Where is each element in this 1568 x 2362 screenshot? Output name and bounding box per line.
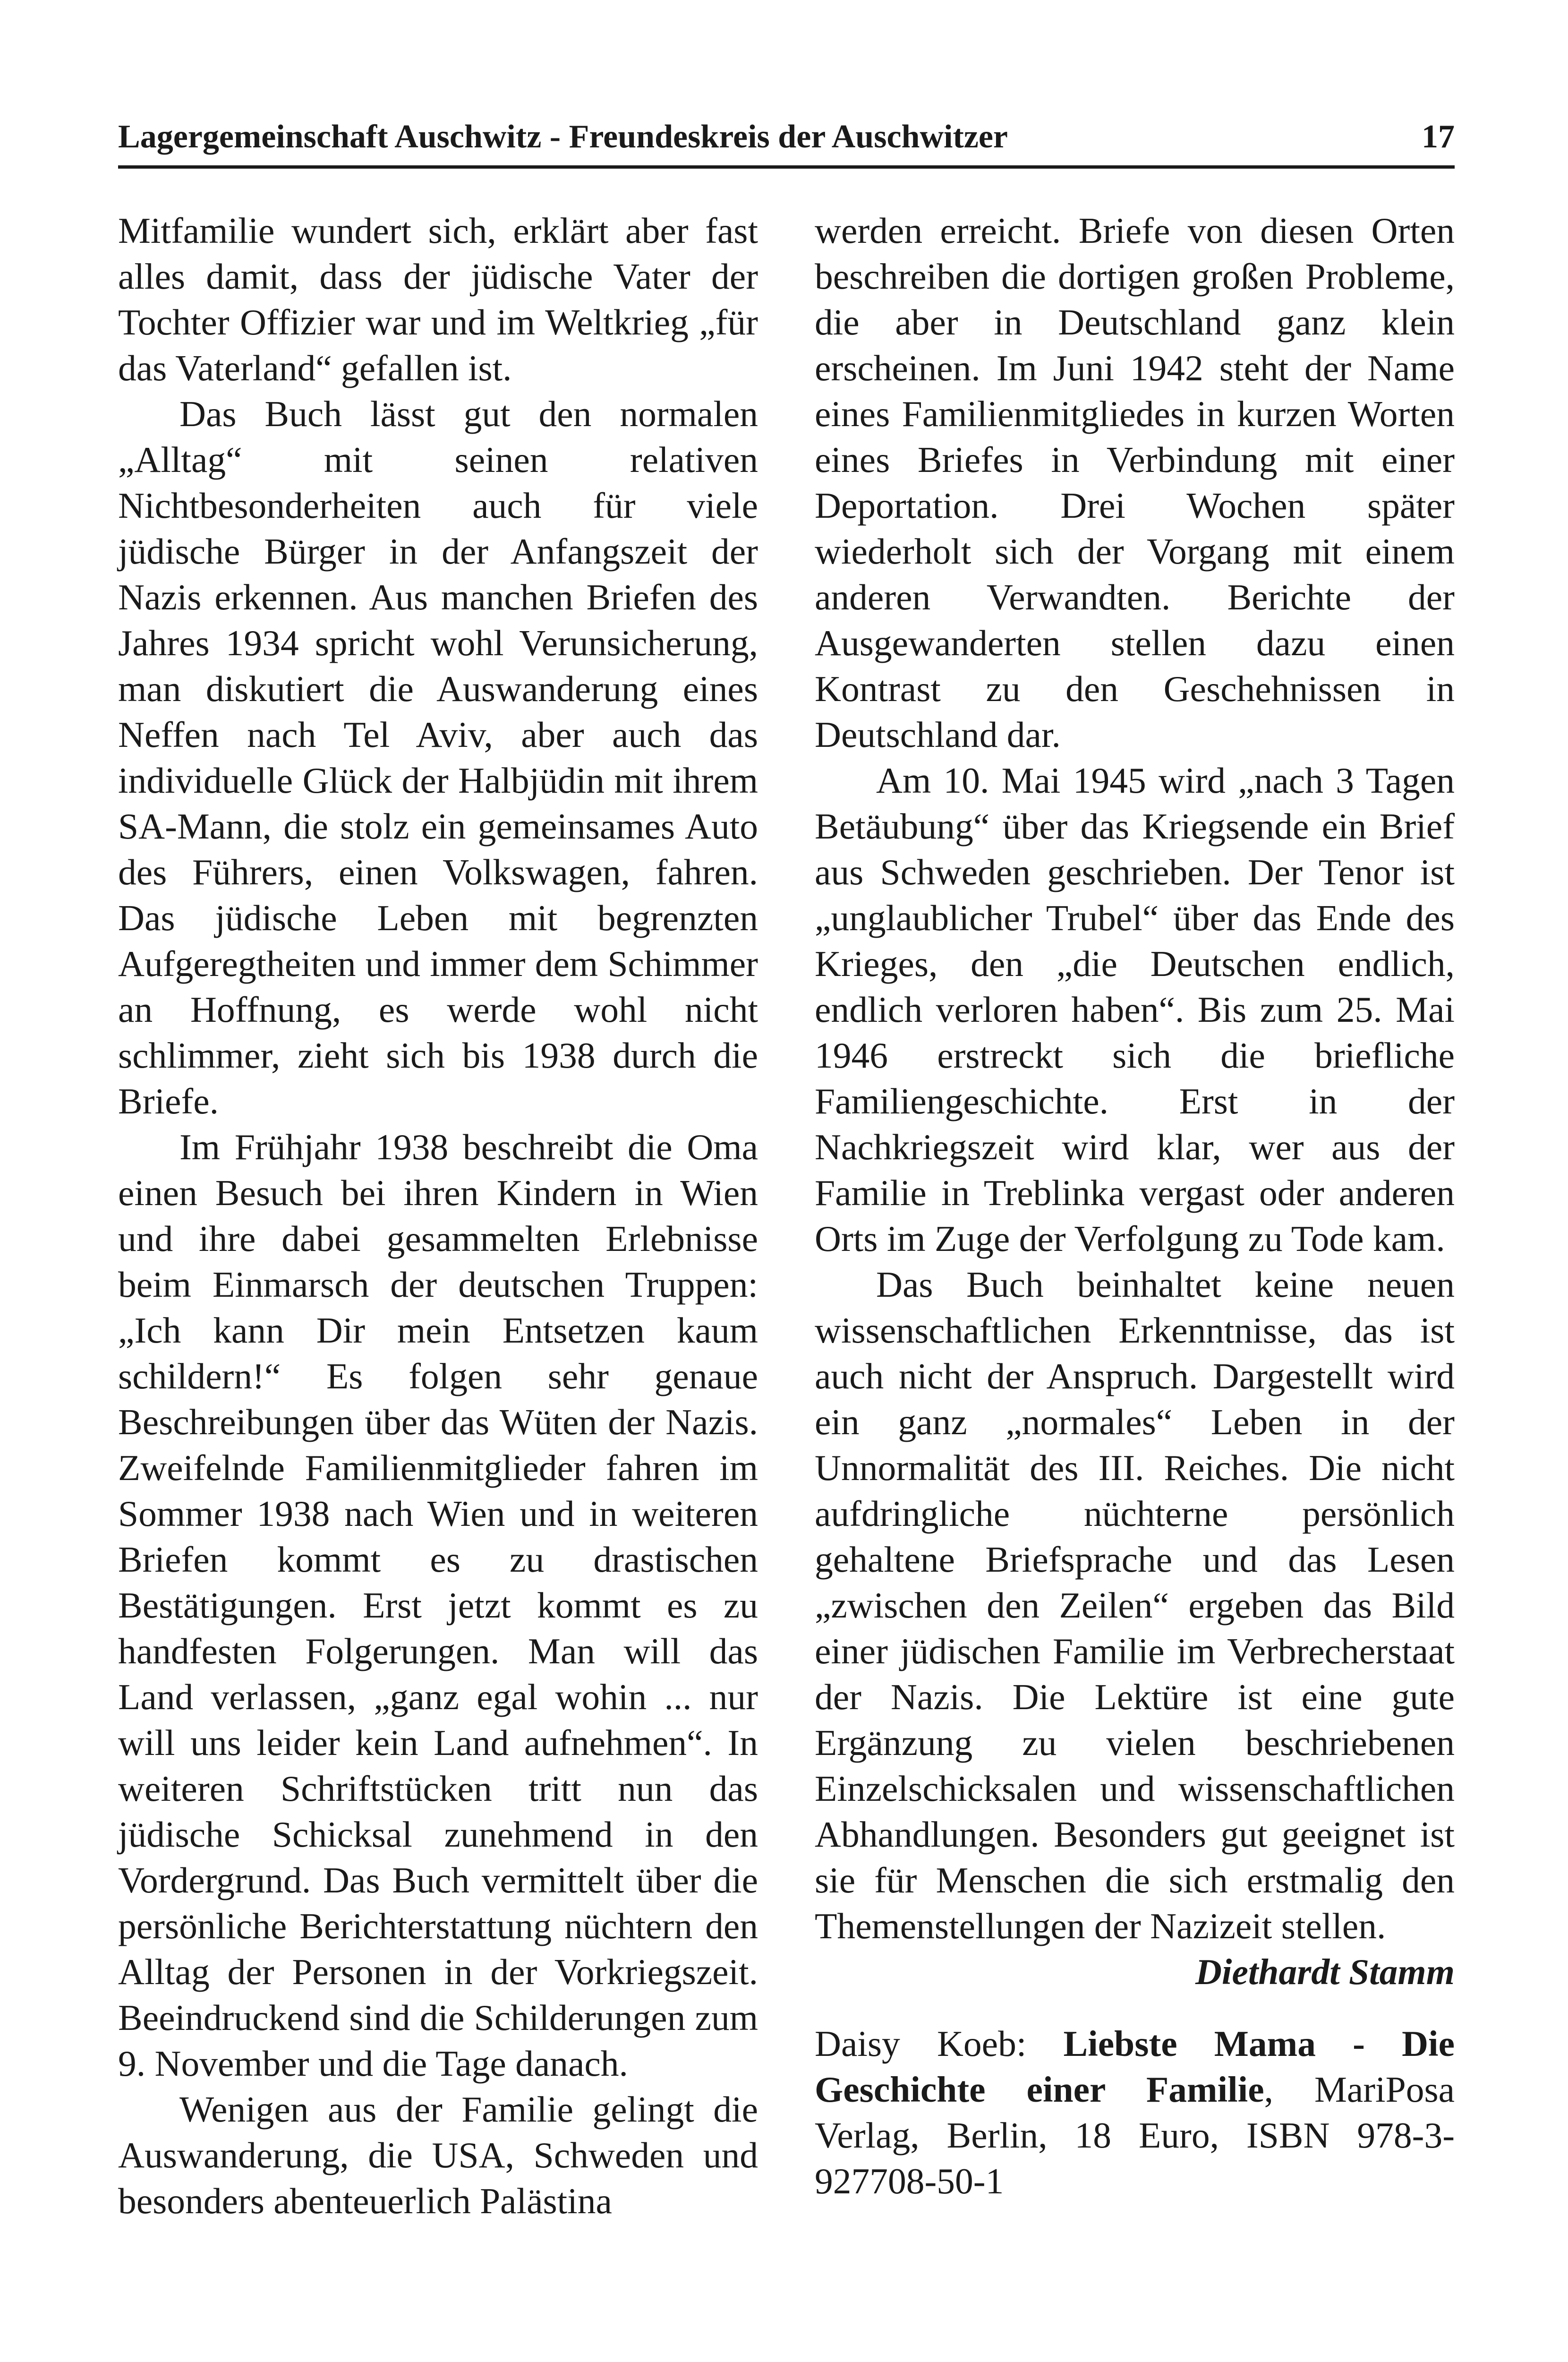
book-details: , MariPosa Verlag, Berlin, 18 Euro, ISBN 978-3-927708-50-1	[815, 2069, 1455, 2201]
left-column	[118, 208, 758, 2224]
author-signature: Diethardt Stamm	[1195, 1951, 1455, 1992]
book-title: Liebste Mama - Die Geschichte einer Familie	[815, 2023, 1455, 2110]
header-title: Lagergemeinschaft Auschwitz - Freundeskreis der Auschwitzer	[118, 119, 1008, 155]
paragraph: Im Frühjahr 1938 beschreibt die Oma einen Besuch bei ihren Kindern in Wien und ihre dabei gesammelten Erlebnisse beim Einmarsch der deutschen Truppen: „Ich kann Dir mein Entsetzen kaum schildern!“ Es folgen sehr genaue Beschreibungen über das Wüten der Nazis. Zweifelnde Familienmitglieder fahren im Sommer 1938 nach Wien und in weiteren Briefen kommt es zu drastischen Bestätigungen. Erst jetzt kommt es zu handfesten Folgerungen. Man will das Land verlassen, „ganz egal wohin ... nur will uns leider kein Land aufnehmen“. In weiteren Schriftstücken tritt nun das jüdische Schicksal zunehmend in den Vordergrund. Das Buch vermittelt über die persönliche Berichterstattung nüchtern den Alltag der Personen in der Vorkriegszeit. Beeindruckend sind die Schilderungen zum 9. November und die Tage danach.	[118, 1127, 758, 2084]
book-author: Daisy Koeb:	[815, 2023, 1064, 2064]
page-header	[118, 113, 1455, 169]
paragraph: Mitfamilie wundert sich, erklärt aber fast alles damit, dass der jüdische Vater der Tochter Offizier war und im Weltkrieg „für das Vaterland“ gefallen ist.	[118, 210, 758, 388]
right-column	[815, 208, 1455, 2204]
paragraph: Das Buch beinhaltet keine neuen wissenschaftlichen Erkenntnisse, das ist auch nicht der Anspruch. Dargestellt wird ein ganz „normales“ Leben in der Unnormalität des III. Reiches. Die nicht aufdringliche nüchterne persönlich gehaltene Briefsprache und das Lesen „zwischen den Zeilen“ ergeben das Bild einer jüdischen Familie im Verbrecherstaat der Nazis. Die Lektüre ist eine gute Ergänzung zu vielen beschriebenen Einzelschicksalen und wissenschaftlichen Abhandlungen. Besonders gut geeignet ist sie für Menschen die sich erstmalig den Themenstellungen der Nazizeit stellen.	[815, 1264, 1455, 1946]
book-reference	[815, 2021, 1455, 2204]
page-number: 17	[1422, 119, 1455, 155]
paragraph: Wenigen aus der Familie gelingt die Auswanderung, die USA, Schweden und besonders abenteuerlich Palästina	[118, 2089, 758, 2221]
paragraph: Das Buch lässt gut den normalen „Alltag“ mit seinen relativen Nichtbesonderheiten auch für viele jüdische Bürger in der Anfangszeit der Nazis erkennen. Aus manchen Briefen des Jahres 1934 spricht wohl Verunsicherung, man diskutiert die Auswanderung eines Neffen nach Tel Aviv, aber auch das individuelle Glück der Halbjüdin mit ihrem SA-Mann, die stolz ein gemeinsames Auto des Führers, einen Volkswagen, fahren. Das jüdische Leben mit begrenzten Aufgeregtheiten und immer dem Schimmer an Hoffnung, es werde wohl nicht schlimmer, zieht sich bis 1938 durch die Briefe.	[118, 394, 758, 1121]
paragraph: werden erreicht. Briefe von diesen Orten beschreiben die dortigen großen Probleme, die aber in Deutschland ganz klein erscheinen. Im Juni 1942 steht der Name eines Familienmitgliedes in kurzen Worten eines Briefes in Verbindung mit einer Deportation. Drei Wochen später wiederholt sich der Vorgang mit einem anderen Verwandten. Berichte der Ausgewanderten stellen dazu einen Kontrast zu den Geschehnissen in Deutschland dar.	[815, 210, 1455, 755]
paragraph: Am 10. Mai 1945 wird „nach 3 Tagen Betäubung“ über das Kriegsende ein Brief aus Schweden geschrieben. Der Tenor ist „unglaublicher Trubel“ über das Ende des Krieges, den „die Deutschen endlich, endlich verloren haben“. Bis zum 25. Mai 1946 erstreckt sich die briefliche Familiengeschichte. Erst in der Nachkriegszeit wird klar, wer aus der Familie in Treblinka vergast oder anderen Orts im Zuge der Verfolgung zu Tode kam.	[815, 760, 1455, 1259]
